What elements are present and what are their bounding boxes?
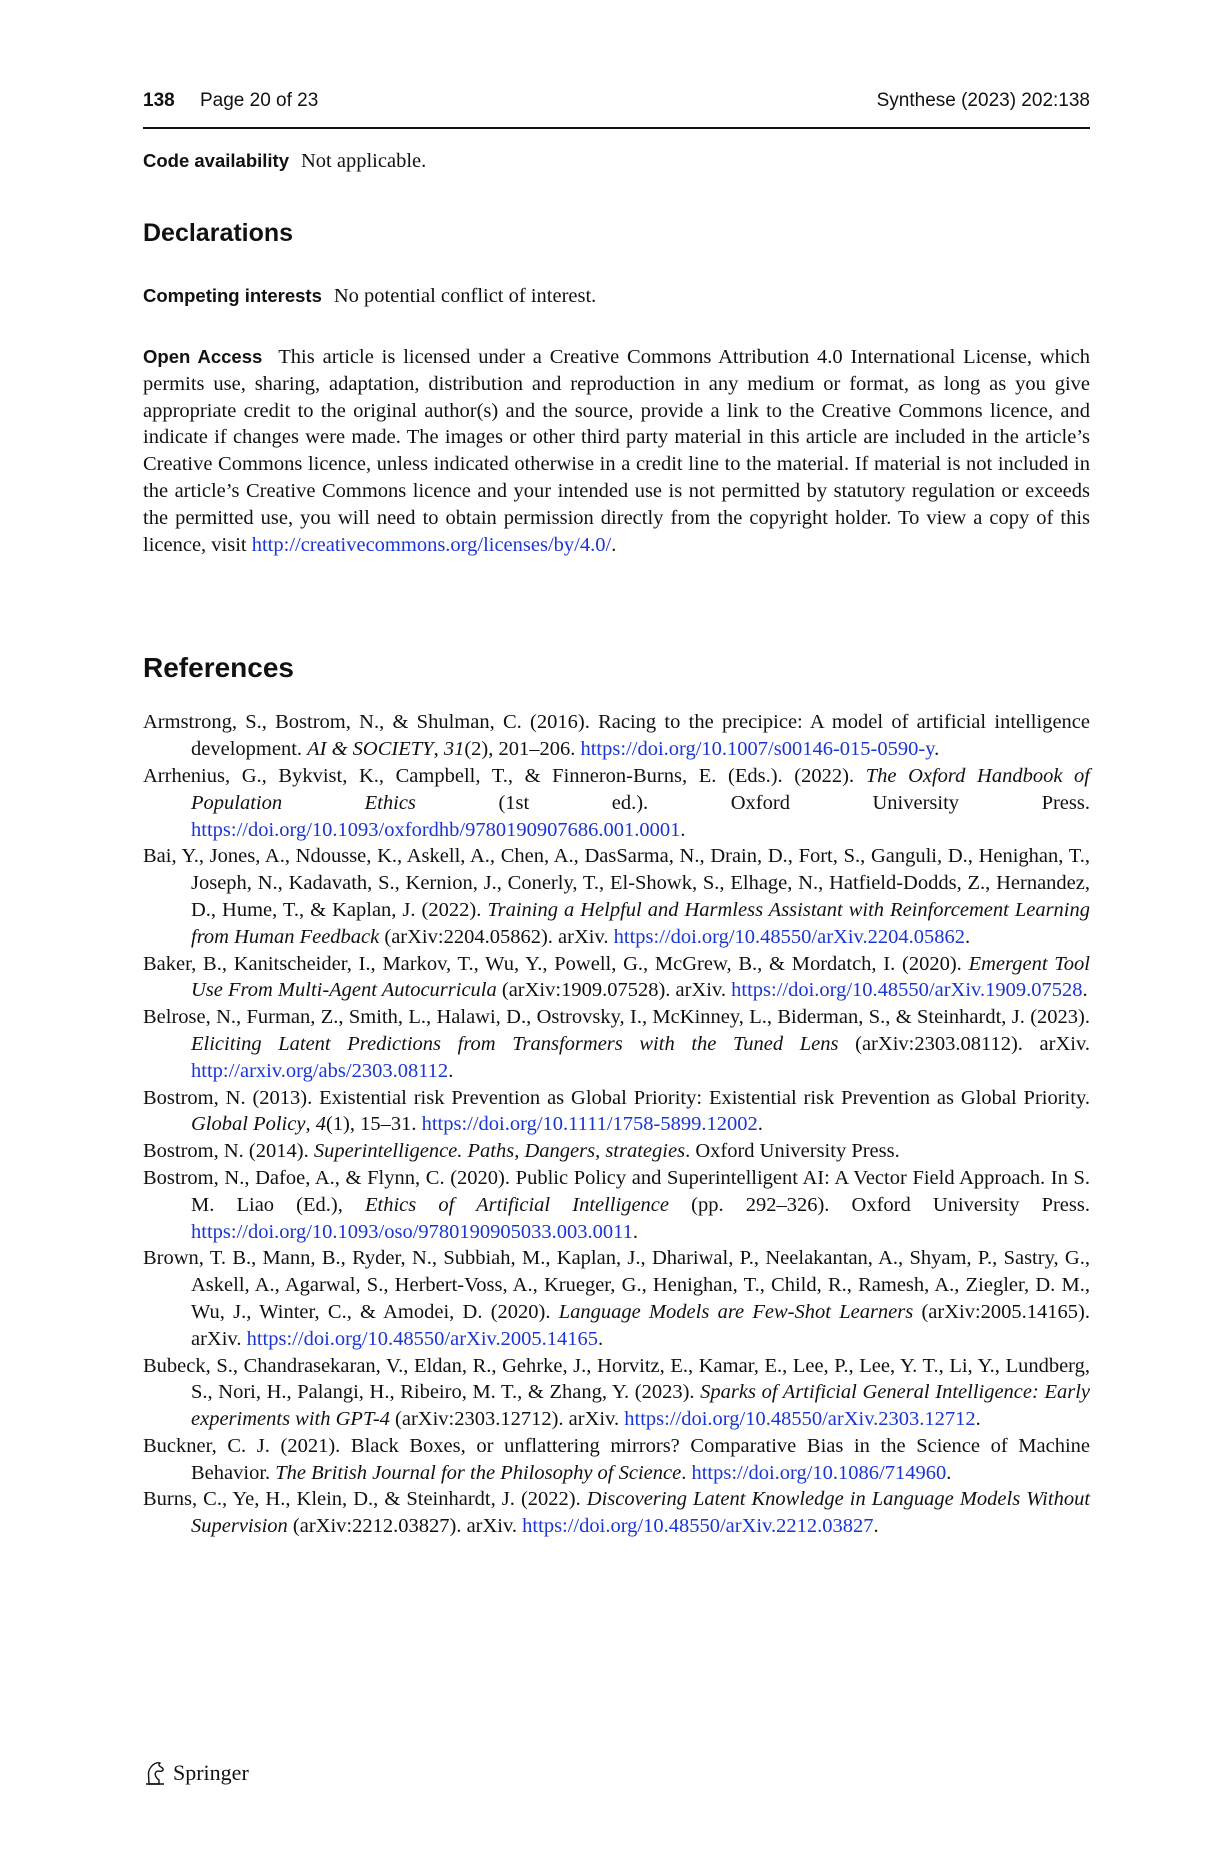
references-heading: References xyxy=(143,652,294,684)
reference-item xyxy=(143,1085,1090,1139)
reference-doi-link[interactable]: https://doi.org/10.1007/s00146-015-0590-y xyxy=(580,738,935,761)
reference-details: . Oxford University Press. xyxy=(685,1140,900,1163)
reference-authors: Buckner, C. J. (2021). Black Boxes, or unflattering mirrors? Comparative Bias in the Science of Machine Behavior. xyxy=(143,1434,1090,1484)
reference-volume: 31 xyxy=(443,738,465,761)
code-availability-text: Not applicable. xyxy=(301,150,427,172)
reference-title: AI & SOCIETY xyxy=(307,738,434,761)
open-access-statement xyxy=(143,344,1090,558)
reference-authors: Bostrom, N., Dafoe, A., & Flynn, C. (2020). Public Policy and Superintelligent AI: A Vector Field Approach. In S. M. Liao (Ed.), xyxy=(143,1166,1090,1216)
reference-authors: Bai, Y., Jones, A., Ndousse, K., Askell, A., Chen, A., DasSarma, N., Drain, D., Fort, S., Ganguli, D., Henighan, T., Joseph, N., Kadavath, S., Kernion, J., Conerly, T., El-Showk, S., Elhage, N., Hatfield-Dodds, Z., Hernandez, D., Hume, T., & Kaplan, J. (2022). xyxy=(143,845,1090,921)
reference-details: (arXiv:2204.05862). arXiv. xyxy=(379,925,614,948)
reference-item xyxy=(143,1165,1090,1245)
reference-details: (arXiv:1909.07528). arXiv. xyxy=(496,979,732,1002)
publisher-name: Springer xyxy=(173,1760,249,1785)
reference-item xyxy=(143,1004,1090,1084)
license-link[interactable]: http://creativecommons.org/licenses/by/4.0/ xyxy=(251,533,612,556)
journal-citation: Synthese (2023) 202:138 xyxy=(876,90,1090,111)
reference-end: . xyxy=(873,1515,879,1538)
reference-doi-link[interactable]: https://doi.org/10.48550/arXiv.2005.14165 xyxy=(246,1327,598,1350)
reference-end: . xyxy=(934,738,940,761)
declarations-heading: Declarations xyxy=(143,219,294,247)
running-header xyxy=(143,90,1090,112)
reference-doi-link[interactable]: https://doi.org/10.1111/1758-5899.12002 xyxy=(421,1113,758,1136)
reference-item xyxy=(143,843,1090,950)
reference-authors: Bubeck, S., Chandrasekaran, V., Eldan, R., Gehrke, J., Horvitz, E., Kamar, E., Lee, P., Lee, Y. T., Li, Y., Lundberg, S., Nori, H., Palangi, H., Ribeiro, M. T., & Zhang, Y. (2023). xyxy=(143,1354,1090,1404)
reference-end: . xyxy=(632,1220,639,1243)
reference-doi-link[interactable]: https://doi.org/10.1093/oxfordhb/9780190907686.001.0001 xyxy=(191,818,681,841)
reference-item xyxy=(143,1138,1090,1165)
publisher-footer xyxy=(143,1760,249,1786)
reference-title: The Oxford Handbook of Population Ethics xyxy=(191,764,1090,814)
reference-authors: Baker, B., Kanitscheider, I., Markov, T., Wu, Y., Powell, G., McGrew, B., & Mordatch, I. (2020). xyxy=(143,952,969,975)
reference-details: . xyxy=(681,1461,692,1484)
reference-item xyxy=(143,1433,1090,1487)
reference-title: Ethics of Artificial Intelligence xyxy=(365,1193,669,1216)
reference-end: . xyxy=(964,925,971,948)
reference-end: . xyxy=(680,818,686,841)
page-of: Page 20 of 23 xyxy=(199,90,319,111)
reference-details: (arXiv:2303.12712). arXiv. xyxy=(389,1408,625,1431)
reference-doi-link[interactable]: https://doi.org/10.1086/714960 xyxy=(691,1461,947,1484)
reference-doi-link[interactable]: https://doi.org/10.48550/arXiv.2303.12712 xyxy=(624,1408,976,1431)
springer-horse-icon xyxy=(143,1760,167,1786)
reference-details: , xyxy=(433,738,444,761)
page-number: 138 xyxy=(143,90,175,111)
reference-authors: Armstrong, S., Bostrom, N., & Shulman, C. (2016). Racing to the precipice: A model of artificial intelligence development. xyxy=(143,711,1090,761)
reference-title: Sparks of Artificial General Intelligence: Early experiments with GPT-4 xyxy=(191,1381,1090,1431)
reference-end: . xyxy=(597,1327,604,1350)
reference-item xyxy=(143,763,1090,843)
reference-item xyxy=(143,951,1090,1005)
reference-title: Discovering Latent Knowledge in Language Models Without Supervision xyxy=(191,1488,1091,1538)
reference-doi-link[interactable]: https://doi.org/10.1093/oso/9780190905033.003.0011 xyxy=(191,1220,633,1243)
reference-details: (arXiv:2303.08112). arXiv. xyxy=(838,1032,1091,1055)
reference-authors: Burns, C., Ye, H., Klein, D., & Steinhardt, J. (2022). xyxy=(143,1488,587,1511)
reference-item xyxy=(143,1353,1090,1433)
reference-details: , xyxy=(305,1113,316,1136)
reference-authors: Belrose, N., Furman, Z., Smith, L., Halawi, D., Ostrovsky, I., McKinney, L., Biderman, S., & Steinhardt, J. (2023). xyxy=(143,1006,1090,1029)
open-access-label: Open Access xyxy=(143,346,263,367)
open-access-end: . xyxy=(611,533,617,556)
reference-authors: Bostrom, N. (2014). xyxy=(143,1140,314,1163)
reference-doi-link[interactable]: http://arxiv.org/abs/2303.08112 xyxy=(191,1059,449,1082)
reference-authors: Arrhenius, G., Bykvist, K., Campbell, T., & Finneron-Burns, E. (Eds.). (2022). xyxy=(143,764,866,787)
reference-end: . xyxy=(1082,979,1088,1002)
reference-title: Language Models are Few-Shot Learners xyxy=(558,1300,914,1323)
reference-details: (1st ed.). Oxford University Press. xyxy=(415,791,1090,814)
code-availability xyxy=(143,147,1090,175)
reference-pages: (1), 15–31. xyxy=(325,1113,422,1136)
competing-interests xyxy=(143,282,1090,310)
reference-details: (arXiv:2212.03827). arXiv. xyxy=(287,1515,523,1538)
code-availability-label: Code availability xyxy=(143,150,289,171)
header-rule xyxy=(143,127,1090,129)
reference-details: (pp. 292–326). Oxford University Press. xyxy=(669,1193,1090,1216)
reference-item xyxy=(143,709,1090,763)
reference-title: Training a Helpful and Harmless Assistant with Reinforcement Learning from Human Feedback xyxy=(191,898,1090,948)
reference-title: Emergent Tool Use From Multi-Agent Autocurricula xyxy=(191,952,1090,1002)
reference-end: . xyxy=(946,1461,952,1484)
reference-authors: Brown, T. B., Mann, B., Ryder, N., Subbiah, M., Kaplan, J., Dhariwal, P., Neelakantan, A., Shyam, P., Sastry, G., Askell, A., Agarwal, S., Herbert-Voss, A., Krueger, G., Henighan, T., Child, R., Ramesh, A., Ziegler, D. M., Wu, J., Winter, C., & Amodei, D. (2020). xyxy=(143,1247,1090,1323)
open-access-text: This article is licensed under a Creative Commons Attribution 4.0 International License, which permits use, sharing, adaptation, distribution and reproduction in any medium or format, as long as you give appropriate credit to the original author(s) and the source, provide a link to the Creative Commons licence, and indicate if changes were made. The images or other third party material in this article are included in the article’s Creative Commons licence, unless indicated otherwise in a credit line to the material. If material is not included in the article’s Creative Commons licence and your intended use is not permitted by statutory regulation or exceeds the permitted use, you will need to obtain permission directly from the copyright holder. To view a copy of this licence, visit xyxy=(143,346,1090,556)
reference-doi-link[interactable]: https://doi.org/10.48550/arXiv.2212.03827 xyxy=(522,1515,874,1538)
reference-doi-link[interactable]: https://doi.org/10.48550/arXiv.1909.07528 xyxy=(731,979,1083,1002)
reference-title: Superintelligence. Paths, Dangers, strategies xyxy=(313,1140,686,1163)
competing-interests-label: Competing interests xyxy=(143,285,322,306)
reference-item xyxy=(143,1245,1090,1352)
reference-pages: (2), 201–206. xyxy=(464,738,581,761)
reference-title: The British Journal for the Philosophy of Science xyxy=(275,1461,682,1484)
reference-volume: 4 xyxy=(315,1113,326,1136)
reference-item xyxy=(143,1486,1090,1540)
reference-title: Global Policy xyxy=(191,1113,306,1136)
reference-end: . xyxy=(975,1408,981,1431)
competing-interests-text: No potential conflict of interest. xyxy=(333,285,597,307)
page-content xyxy=(143,147,1090,1540)
reference-end: . xyxy=(448,1059,454,1082)
reference-authors: Bostrom, N. (2013). Existential risk Prevention as Global Priority: Existential risk Prevention as Global Priority. xyxy=(143,1086,1090,1109)
reference-doi-link[interactable]: https://doi.org/10.48550/arXiv.2204.05862 xyxy=(613,925,965,948)
reference-list xyxy=(143,709,1090,1540)
reference-title: Eliciting Latent Predictions from Transformers with the Tuned Lens xyxy=(191,1032,839,1055)
reference-details: (arXiv:2005.14165). arXiv. xyxy=(191,1300,1091,1350)
reference-end: . xyxy=(757,1113,763,1136)
